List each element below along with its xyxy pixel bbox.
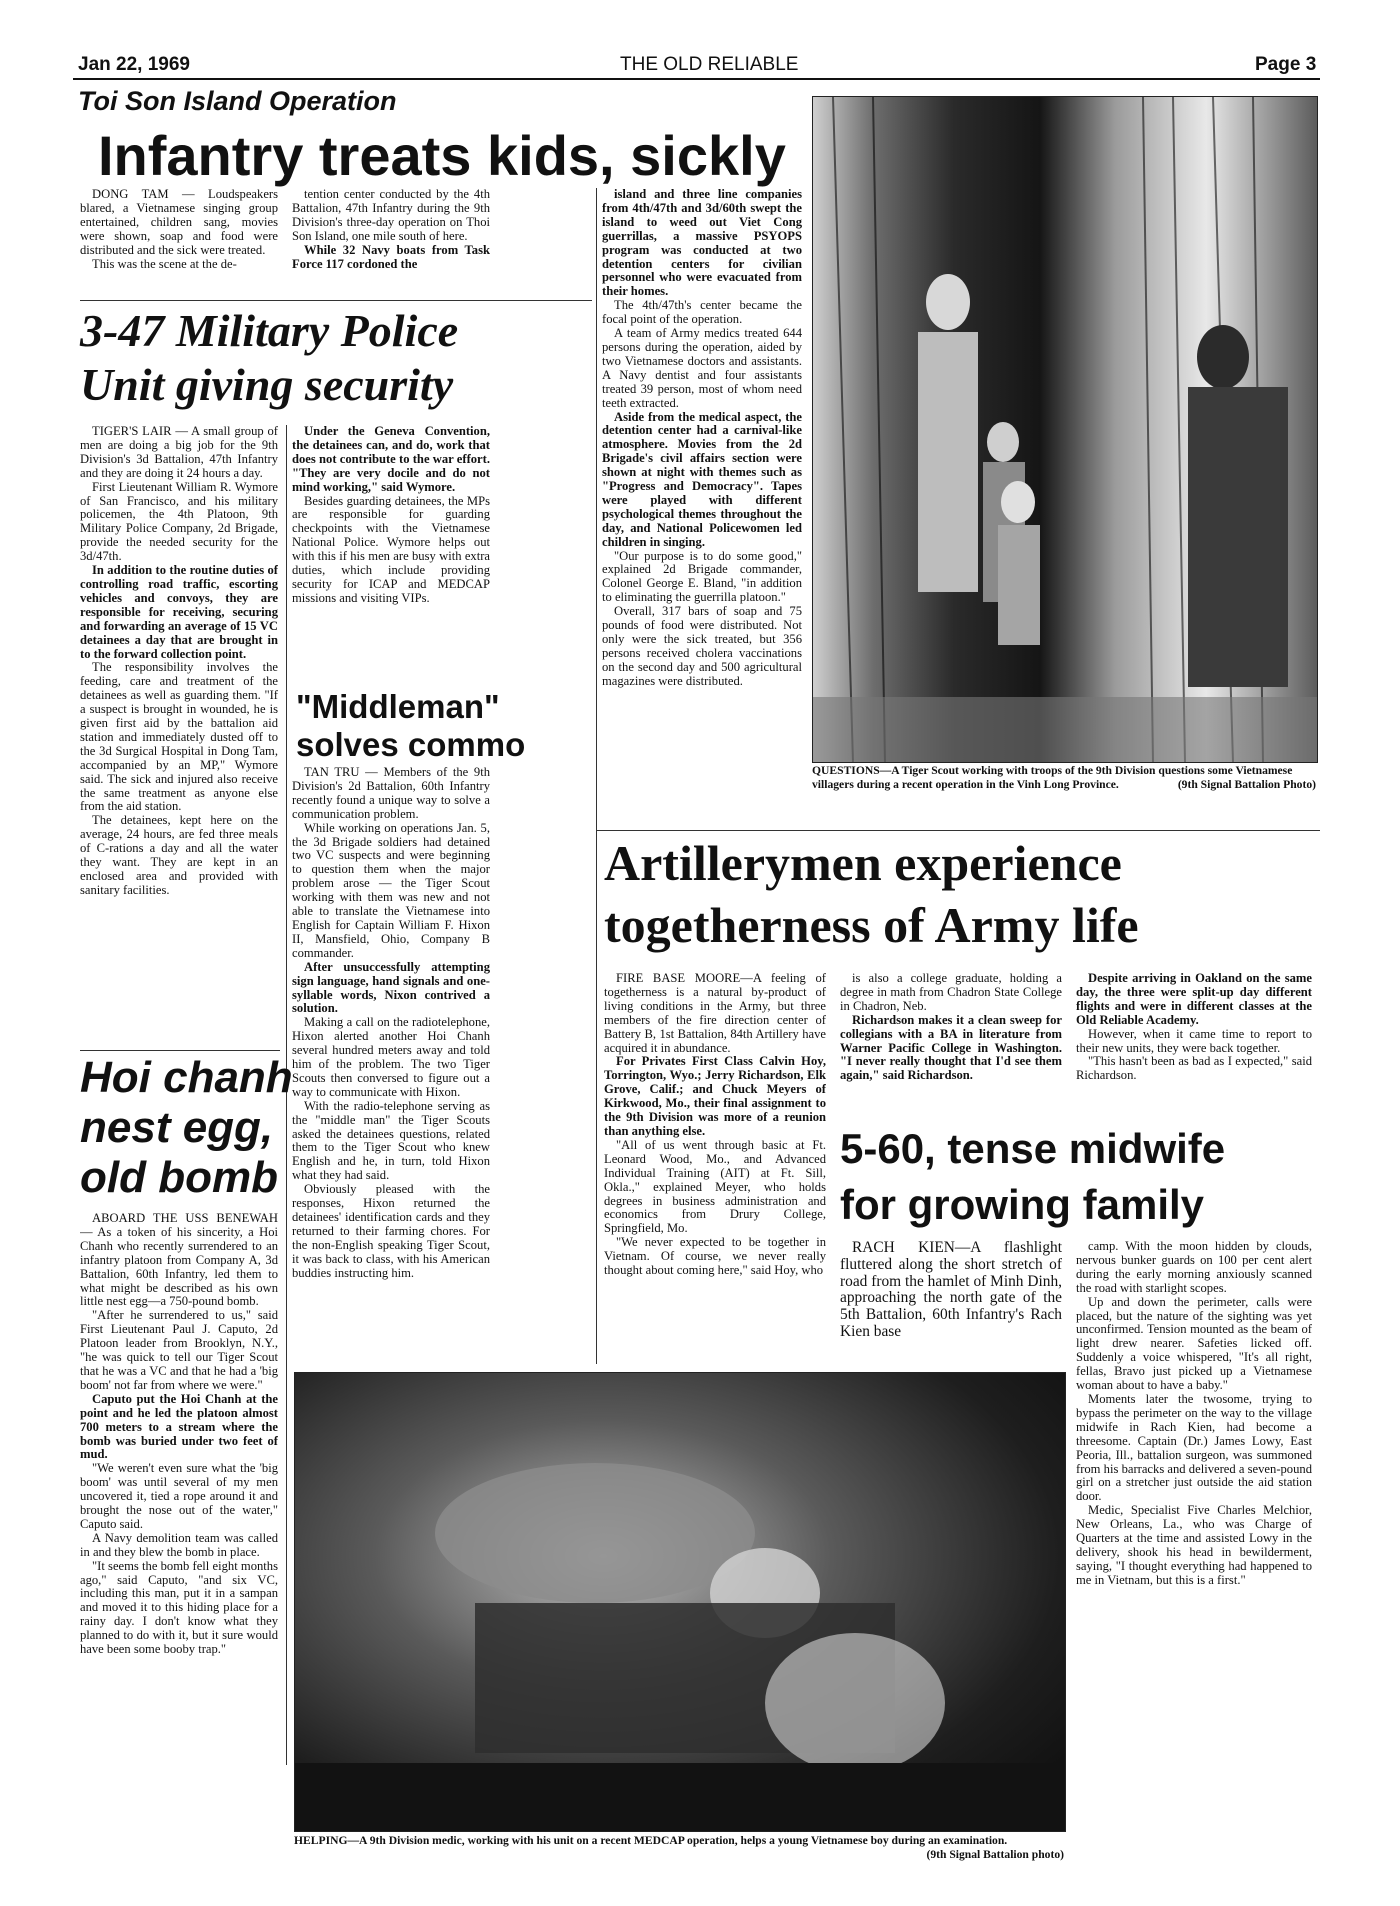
paragraph: camp. With the moon hidden by clouds, nervous bunker guards on 100 per cent alert during the early morning anxiously scanned the road with starlight scopes. <box>1076 1240 1312 1295</box>
paragraph: "All of us went through basic at Ft. Leonard Wood, Mo., and Advanced Individual Training (AIT) at Ft. Sill, Okla.," explained Meyer, who holds degrees in business administration and economics from Drury College, Springfield, Mo. <box>604 1137 826 1236</box>
artillery-col-2 <box>840 972 1062 1122</box>
paragraph: TAN TRU — Members of the 9th Division's 2d Battalion, 60th Infantry recently found a unique way to solve a communication problem. <box>292 766 490 821</box>
headline-middleman-line2: solves commo <box>296 726 526 763</box>
paragraph: FIRE BASE MOORE—A feeling of togetherness is a natural by-product of living conditions in the Army, but three members of the fire direction center of Battery B, 1st Battalion, 84th Artillery have acquired it in abundance. <box>604 972 826 1055</box>
paragraph: Richardson makes it a clean sweep for collegians with a BA in literature from Warner Pacific College in Washington. "I never really thought that I'd see them again," said Richardson. <box>840 1012 1062 1083</box>
infantry-col-3 <box>602 188 802 808</box>
paragraph: is also a college graduate, holding a degree in math from Chadron State College in Chadron, Neb. <box>840 972 1062 1013</box>
helping-photo <box>294 1372 1066 1832</box>
paragraph: Moments later the twosome, trying to bypass the perimeter on the way to the village midwife in Rach Kien, had become a threesome. Captain (Dr.) James Lowy, East Peoria, Ill., battalion surgeon, was summoned from his barracks and delivered a seven-pound girl on a stretcher just outside the aid station door. <box>1076 1391 1312 1504</box>
paragraph: A team of Army medics treated 644 persons during the operation, aided by two Vietnamese doctors and assistants. A Navy dentist and four assistants treated 39 person, most of whom need teeth extracted. <box>602 326 802 410</box>
paragraph: Caputo put the Hoi Chanh at the point and he led the platoon almost 700 meters to a stream where the bomb was buried under two feet of mud. <box>80 1391 278 1462</box>
helping-caption <box>294 1834 1064 1861</box>
paragraph: "Our purpose is to do some good," explained 2d Brigade commander, Colonel George E. Bland, "in addition to eliminating the guerrilla platoon." <box>602 548 802 605</box>
paragraph: tention center conducted by the 4th Battalion, 47th Infantry during the 9th Division's three-day operation on Thoi Son Island, one mile south of here. <box>292 188 490 243</box>
infantry-col-1 <box>80 188 278 298</box>
paragraph: "After he surrendered to us," said First Lieutenant Paul J. Caputo, 2d Platoon leader from Brooklyn, N.Y., "he was quick to tell our Tiger Scout that he was a VC and that he had a 'big boom' not far from where we were." <box>80 1308 278 1392</box>
mp-col-1 <box>80 425 278 1049</box>
infantry-col-2 <box>292 188 490 298</box>
paragraph: For Privates First Class Calvin Hoy, Torrington, Wyo.; Jerry Richardson, Elk Grove, Calif.; and Chuck Meyers of Kirkwood, Mo., their final assignment to the 9th Division was more of a reunion than anything else. <box>604 1054 826 1138</box>
paragraph: Obviously pleased with the responses, Hixon returned the detainees' identification cards and they returned to their farming chores. For the non-English speaking Tiger Scout, it was back to class, with his American buddies instructing him. <box>292 1182 490 1280</box>
page-number: Page 3 <box>1255 54 1317 75</box>
paragraph: "We never expected to be together in Vietnam. Of course, we never really thought about coming here," said Hoy, who <box>604 1235 826 1278</box>
divider-artillery <box>596 830 1320 831</box>
helping-caption-text: HELPING—A 9th Division medic, working with his unit on a recent MEDCAP operation, helps a young Vietnamese boy during an examination. <box>294 1834 1008 1847</box>
paragraph: Up and down the perimeter, calls were placed, but the nature of the sighting was yet unconfirmed. Tension mounted as the beam of light drew nearer. Safeties licked off. Suddenly a voice whispered, "It's all right, fellas, Bravo just picked up a Vietnamese woman about to have a baby." <box>1076 1294 1312 1393</box>
paragraph: However, when it came time to report to their new units, they were back together. <box>1076 1026 1312 1055</box>
paragraph: Despite arriving in Oakland on the same day, the three were split-up day different flights and were in different classes at the Old Reliable Academy. <box>1076 972 1312 1027</box>
artillery-col-1 <box>604 972 826 1372</box>
paragraph: In addition to the routine duties of controlling road traffic, escorting vehicles and convoys, they are responsible for receiving, securing and forwarding an average of 15 VC detainees a day that are brought in to the forward collection point. <box>80 563 278 661</box>
paragraph: The responsibility involves the feeding, care and treatment of the detainees as well as guarding them. "If a suspect is brought in wounded, he is given first aid by the battalion aid station and immediately dusted off to the 3d Surgical Hospital in Dong Tam, accompanied by an MP," Wymore said. The sick and injured also receive the same treatment as anyone else from the aid station. <box>80 660 278 814</box>
paragraph: Aside from the medical aspect, the detention center had a carnival-like atmosphere. Movies from the 2d Brigade's civil affairs section were shown at night with themes such as "Progress and Democracy". Tapes were played with different psychological themes throughout the day, and National Policewomen led children in singing. <box>602 409 802 549</box>
headline-artillery-line2: togetherness of Army life <box>604 897 1139 953</box>
paragraph: Overall, 317 bars of soap and 75 pounds of food were distributed. Not only were the sick treated, but 356 persons received cholera vaccinations on the second day and 500 agricultural magazines were distributed. <box>602 604 802 688</box>
headline-hoichanh-line2: nest egg, <box>80 1103 274 1152</box>
questions-photo-credit: (9th Signal Battalion Photo) <box>1177 777 1316 791</box>
masthead-rule <box>73 78 1320 80</box>
midwife-col-1 <box>840 1240 1062 1360</box>
paragraph: "This hasn't been as bad as I expected," said Richardson. <box>1076 1054 1312 1083</box>
divider-infantry <box>80 300 592 301</box>
hoichanh-col <box>80 1212 278 1854</box>
paragraph: While working on operations Jan. 5, the 3d Brigade soldiers had detained two VC suspects and were beginning to question them when the major problem arose — the Tiger Scout working with them was new and not able to translate the Vietnamese into English for Captain William F. Hixon II, Mansfield, Ohio, Company B commander. <box>292 820 490 960</box>
helping-photo-credit: (9th Signal Battalion photo) <box>926 1847 1064 1861</box>
headline-middleman-line1: "Middleman" <box>296 688 500 725</box>
issue-date: Jan 22, 1969 <box>78 54 190 75</box>
paragraph: Under the Geneva Convention, the detainees can, and do, work that does not contribute to the war effort. "They are very docile and do not mind working," said Wymore. <box>292 425 490 494</box>
paragraph: The 4th/47th's center became the focal point of the operation. <box>602 298 802 327</box>
paragraph: First Lieutenant William R. Wymore of San Francisco, and his military policemen, the 4th Platoon, 9th Military Police Company, 2d Brigade, provide the needed security for the 3d/47th. <box>80 479 278 564</box>
helping-photo-art <box>295 1373 1065 1831</box>
column-divider-2 <box>596 188 597 1364</box>
paragraph: A Navy demolition team was called in and they blew the bomb in place. <box>80 1530 278 1559</box>
paragraph: This was the scene at the de- <box>92 256 237 271</box>
paragraph: "It seems the bomb fell eight months ago," said Caputo, "and six VC, including this man, put it in a sampan and moved it to this hiding place for a rainy day. I don't know what they planned to do with it, but it sure would have been some booby trap." <box>80 1558 278 1657</box>
headline-hoichanh-line1: Hoi chanh <box>80 1053 293 1102</box>
paragraph: With the radio-telephone serving as the "middle man" the Tiger Scouts asked the detainees questions, related them to the Tiger Scout who knew English and he, in turn, told Hixon what they had said. <box>292 1098 490 1183</box>
headline-hoichanh-line3: old bomb <box>80 1153 278 1202</box>
paragraph: "We weren't even sure what the 'big boom' was until several of my men uncovered it, tied a rope around it and brought the nose out of the water," Caputo said. <box>80 1461 278 1531</box>
headline-infantry: Infantry treats kids, sickly <box>98 124 786 187</box>
headline-midwife-line1: 5-60, tense midwife <box>840 1125 1226 1172</box>
section-kicker: Toi Son Island Operation <box>78 86 397 116</box>
artillery-col-3 <box>1076 972 1312 1122</box>
mp-col-2 <box>292 425 490 687</box>
paragraph: Making a call on the radiotelephone, Hixon alerted another Hoi Chanh several hundred meters away and told him of the problem. The two Tiger Scouts then conversed to figure out a way to communicate with Hixon. <box>292 1015 490 1099</box>
paragraph: After unsuccessfully attempting sign language, hand signals and one-syllable words, Nixon contrived a solution. <box>292 959 490 1016</box>
questions-caption <box>812 764 1316 791</box>
midwife-col-2 <box>1076 1240 1312 1840</box>
middleman-col <box>292 766 490 1362</box>
paragraph: Besides guarding detainees, the MPs are responsible for guarding checkpoints with the Vietnamese National Police. Wymore helps out with this if his men are busy with extra duties, which include providing security for ICAP and MEDCAP missions and visiting VIPs. <box>292 493 490 605</box>
headline-mp-line2: Unit giving security <box>80 359 454 410</box>
divider-hoichanh <box>80 1050 280 1051</box>
paper-title: THE OLD RELIABLE <box>620 54 799 75</box>
headline-mp-line1: 3-47 Military Police <box>80 305 459 356</box>
paragraph: DONG TAM — Loudspeakers blared, a Vietnamese singing group entertained, children sang, movies were shown, soap and food were distributed and the sick were treated. <box>80 188 278 257</box>
paragraph: ABOARD THE USS BENEWAH — As a token of his sincerity, a Hoi Chanh who recently surrendered to an infantry platoon from Company A, 3d Battalion, 60th Infantry, led them to what might be described as his own little nest egg—a 750-pound bomb. <box>80 1212 278 1309</box>
headline-artillery-line1: Artillerymen experience <box>604 835 1122 891</box>
headline-midwife-line2: for growing family <box>840 1181 1205 1228</box>
paragraph: The detainees, kept here on the average, 24 hours, are fed three meals of C-rations a day and all the water they want. They are kept in an enclosed area and provided with sanitary facilities. <box>80 813 278 897</box>
paragraph: TIGER'S LAIR — A small group of men are doing a big job for the 9th Division's 3d Battalion, 47th Infantry and they are doing it 24 hours a day. <box>80 425 278 480</box>
questions-photo <box>812 96 1318 763</box>
paragraph: While 32 Navy boats from Task Force 117 cordoned the <box>292 242 490 271</box>
paragraph: RACH KIEN—A flashlight fluttered along the short stretch of road from the hamlet of Minh Dinh, approaching the north gate of the 5th Battalion, 60th Infantry's Rach Kien base <box>840 1240 1062 1340</box>
paragraph: Medic, Specialist Five Charles Melchior, New Orleans, La., who was Charge of Quarters at the time and assisted Lowy in the delivery, shook his head in bewilderment, saying, "I thought everything had happened to me in Vietnam, but this is a first." <box>1076 1503 1312 1587</box>
questions-photo-art <box>813 97 1317 762</box>
questions-caption-text: QUESTIONS—A Tiger Scout working with troops of the 9th Division questions some Vietnamese villagers during a recent operation in the Vinh Long Province. <box>812 764 1293 791</box>
paragraph: island and three line companies from 4th/47th and 3d/60th swept the island to weed out Viet Cong guerrillas, a massive PSYOPS program was conducted at two detention centers for civilian personnel who were evacuated from their homes. <box>602 188 802 299</box>
